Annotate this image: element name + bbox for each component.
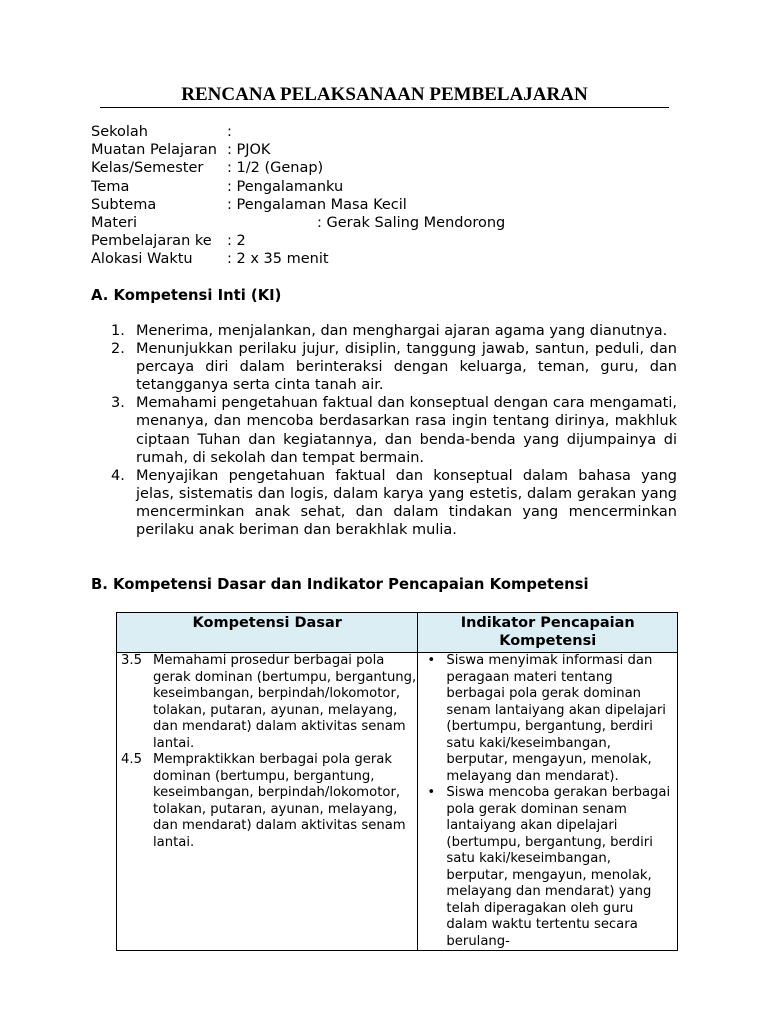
identity-label: Subtema <box>91 196 157 213</box>
identity-value: : 1/2 (Genap) <box>227 160 324 177</box>
document-title: RENCANA PELAKSANAAN PEMBELAJARAN <box>100 83 669 108</box>
column-header-indikator: Indikator Pencapaian Kompetensi <box>418 613 678 653</box>
indicator-text: Siswa mencoba gerakan berbagai pola gerak dominan senam lantaiyang akan dipelajari (bertumpu, bergantung, berdiri satu kaki/keseimbangan, berputar, mengayun, menolak, melayang dan mendarat) yang telah diperagakan oleh guru dalam waktu tertentu secara berulang- <box>446 785 671 949</box>
list-item <box>111 322 677 340</box>
list-item <box>111 467 677 539</box>
list-text: Menerima, menjalankan, dan menghargai ajaran agama yang dianutnya. <box>136 323 668 339</box>
identity-label: Alokasi Waktu <box>91 251 193 268</box>
list-number: 1. <box>111 323 125 339</box>
kd-item <box>117 653 417 752</box>
table-row <box>117 653 678 951</box>
list-text: Menunjukkan perilaku jujur, disiplin, tanggung jawab, santun, peduli, dan percaya diri dalam berinteraksi dengan keluarga, teman, guru, dan tetangganya serta cinta tanah air. <box>136 341 677 394</box>
identity-value: : Pengalaman Masa Kecil <box>227 196 407 213</box>
list-number: 4. <box>111 467 125 484</box>
identity-value: : 2 <box>227 233 246 250</box>
indicator-cell <box>418 653 678 951</box>
indicator-item <box>418 785 677 950</box>
identity-label: Pembelajaran ke <box>91 233 212 250</box>
kd-item <box>117 752 417 851</box>
competency-table <box>116 612 678 951</box>
list-number: 2. <box>111 341 125 358</box>
kd-number: 3.5 <box>121 653 142 668</box>
table-header-row <box>117 613 678 653</box>
identity-label: Materi <box>91 214 137 231</box>
list-item <box>111 340 677 394</box>
bullet-icon: • <box>427 785 436 800</box>
ki-list <box>111 322 677 539</box>
identity-label: Kelas/Semester <box>91 160 204 177</box>
indicator-item <box>418 653 677 785</box>
section-b-heading: B. Kompetensi Dasar dan Indikator Pencapaian Kompetensi <box>91 576 589 593</box>
list-number: 3. <box>111 395 125 412</box>
identity-value: : <box>227 124 232 140</box>
list-text: Memahami pengetahuan faktual dan konseptual dengan cara mengamati, menanya, dan mencoba berdasarkan rasa ingin tentang dirinya, makhluk ciptaan Tuhan dan kegiatannya, dan benda-benda yang dijumpainya di rumah, di sekolah dan tempat bermain. <box>136 395 677 466</box>
identity-value: : PJOK <box>227 142 271 159</box>
kd-number: 4.5 <box>121 752 142 767</box>
indicator-text: Siswa menyimak informasi dan peragaan materi tentang berbagai pola gerak dominan senam lantaiyang akan dipelajari (bertumpu, bergantung, berdiri satu kaki/keseimbangan, berputar, mengayun, menolak, melayang dan mendarat). <box>446 653 666 784</box>
list-text: Menyajikan pengetahuan faktual dan konseptual dalam bahasa yang jelas, sistematis dan logis, dalam karya yang estetis, dalam gerakan yang mencerminkan anak sehat, dan dalam tindakan yang mencerminkan perilaku anak beriman dan berakhlak mulia. <box>136 467 677 539</box>
identity-value: : Pengalamanku <box>227 178 344 195</box>
column-header-kompetensi-dasar: Kompetensi Dasar <box>117 613 418 653</box>
identity-label: Tema <box>91 178 130 195</box>
list-item <box>111 394 677 466</box>
identity-label: Muatan Pelajaran <box>91 142 217 159</box>
kd-cell <box>117 653 418 951</box>
bullet-icon: • <box>427 653 436 668</box>
kd-text: Mempraktikkan berbagai pola gerak dominan (bertumpu, bergantung, keseimbangan, berpindah/lokomotor, tolakan, putaran, ayunan, melayang, dan mendarat) dalam aktivitas senam lantai. <box>153 752 406 850</box>
identity-value: : Gerak Saling Mendorong <box>317 214 506 231</box>
kd-text: Memahami prosedur berbagai pola gerak dominan (bertumpu, bergantung, keseimbangan, berpindah/lokomotor, tolakan, putaran, ayunan, melayang, dan mendarat) dalam aktivitas senam lantai. <box>153 653 417 751</box>
identity-label: Sekolah <box>91 124 148 140</box>
section-a-heading: A. Kompetensi Inti (KI) <box>91 287 282 304</box>
identity-value: : 2 x 35 menit <box>227 251 329 268</box>
